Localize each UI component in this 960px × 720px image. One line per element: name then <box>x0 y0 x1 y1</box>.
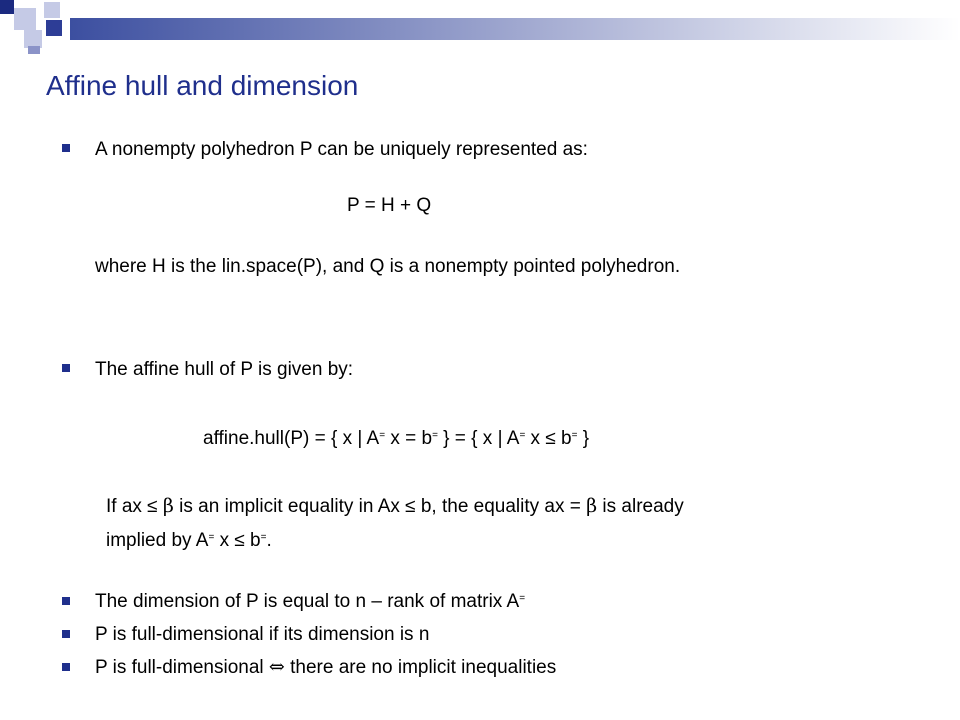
equality-superscript: = <box>379 430 386 441</box>
affine-part: x ≤ b <box>525 428 572 449</box>
iff-arrow-icon: ⇔ <box>268 656 285 678</box>
slide-title: Affine hull and dimension <box>46 70 359 101</box>
header-decoration <box>0 0 960 60</box>
equation-p-h-q: P = H + Q <box>347 195 432 216</box>
affine-part: x = b <box>385 428 433 449</box>
note-text: If ax ≤ <box>106 496 163 517</box>
bullet-full-dimensional-iff <box>95 658 556 677</box>
bullet-marker <box>62 663 70 671</box>
header-square <box>24 30 42 48</box>
note-text: is already <box>597 496 684 517</box>
bullet-affine-hull: The affine hull of P is given by: <box>95 359 354 380</box>
implicit-equality-note-line2 <box>106 531 272 550</box>
header-square <box>46 20 62 36</box>
iff-text: there are no implicit inequalities <box>284 657 557 678</box>
where-text: where H is the lin.space(P), and Q is a nonempty pointed polyhedron. <box>95 256 681 277</box>
bullet-marker <box>62 144 70 152</box>
header-square <box>28 46 40 54</box>
header-gradient-bar <box>70 18 960 40</box>
note-text: implied by A <box>106 530 209 551</box>
note-text: x ≤ b <box>214 530 261 551</box>
affine-part: } = { x | A <box>437 428 520 449</box>
header-square <box>0 0 14 14</box>
affine-part: affine.hull(P) = { x | A <box>203 428 380 449</box>
beta-symbol: β <box>162 495 174 517</box>
equality-superscript: = <box>571 430 578 441</box>
dimension-text: The dimension of P is equal to n – rank of matrix A <box>95 591 520 612</box>
affine-part: } <box>577 428 590 449</box>
header-square <box>14 8 36 30</box>
equality-superscript: = <box>519 593 526 604</box>
iff-text: P is full-dimensional <box>95 657 269 678</box>
bullet-representation: A nonempty polyhedron P can be uniquely represented as: <box>95 139 588 160</box>
implicit-equality-note-line1 <box>106 497 684 516</box>
equality-superscript: = <box>432 430 438 441</box>
bullet-marker <box>62 630 70 638</box>
bullet-dimension <box>95 592 525 611</box>
bullet-marker <box>62 364 70 372</box>
equality-superscript: = <box>260 532 267 543</box>
beta-symbol: β <box>586 495 598 517</box>
affine-hull-equation <box>203 429 589 448</box>
equality-superscript: = <box>208 532 215 543</box>
equality-superscript: = <box>519 430 526 441</box>
note-text: is an implicit equality in Ax ≤ b, the equality ax = <box>173 496 587 517</box>
note-text: . <box>266 530 272 551</box>
bullet-marker <box>62 597 70 605</box>
bullet-full-dimensional: P is full-dimensional if its dimension is n <box>95 624 430 645</box>
header-square <box>44 2 60 18</box>
